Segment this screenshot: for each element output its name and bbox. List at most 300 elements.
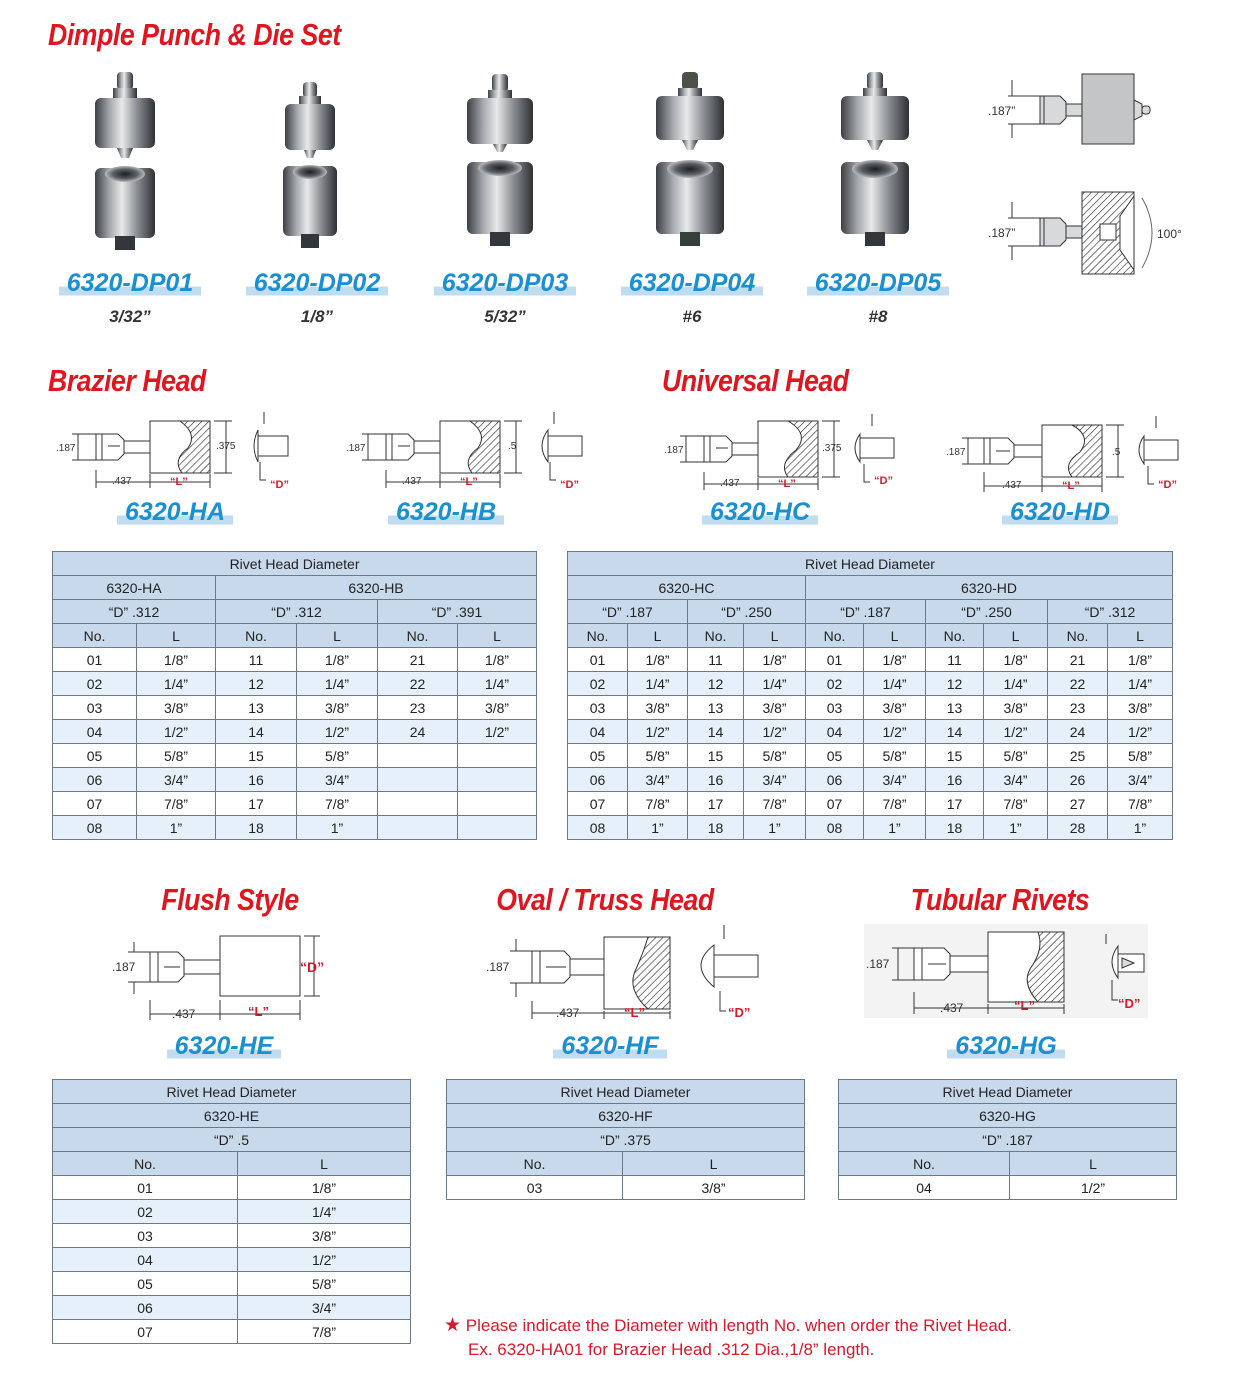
cell-no: 01	[53, 1176, 238, 1200]
table-title: Rivet Head Diameter	[53, 552, 537, 576]
cell-no	[378, 792, 458, 816]
cell-no: 06	[806, 768, 864, 792]
diagram-6320-ha	[52, 408, 312, 498]
cell-length: 1”	[744, 816, 806, 840]
cell-no: 04	[839, 1176, 1010, 1200]
table-row	[53, 1224, 411, 1248]
col-l: L	[864, 624, 926, 648]
col-l: L	[238, 1152, 411, 1176]
cell-no: 01	[53, 648, 137, 672]
cell-no: 12	[926, 672, 984, 696]
part-code: 6320-HD	[1002, 498, 1118, 528]
head-height: .5	[1112, 447, 1121, 458]
cell-no: 02	[568, 672, 628, 696]
part-6320-hb	[346, 498, 546, 528]
cell-no: 01	[806, 648, 864, 672]
cell-no: 11	[926, 648, 984, 672]
tubular-title: Tubular Rivets	[910, 882, 1090, 917]
cell-no: 08	[568, 816, 628, 840]
table-row	[53, 1200, 411, 1224]
diagram-6320-hc	[660, 410, 920, 500]
shank-dia: .187	[486, 960, 510, 974]
cell-length: 5/8”	[744, 744, 806, 768]
cell-no: 16	[216, 768, 297, 792]
cell-length: 3/4”	[628, 768, 688, 792]
rivet-table-ha-hb	[52, 551, 537, 840]
cell-no: 23	[1048, 696, 1108, 720]
table-row	[53, 768, 537, 792]
table-row	[447, 1176, 805, 1200]
cell-no: 27	[1048, 792, 1108, 816]
cell-no: 07	[568, 792, 628, 816]
part-code: 6320-HC	[702, 498, 818, 528]
cell-no: 06	[568, 768, 628, 792]
cell-no: 28	[1048, 816, 1108, 840]
part-size: #8	[868, 307, 888, 326]
part-6320-hf	[510, 1032, 710, 1062]
cell-length: 3/8”	[137, 696, 216, 720]
table-row	[53, 792, 537, 816]
oval-title: Oval / Truss Head	[496, 882, 714, 917]
cell-no: 07	[53, 1320, 238, 1344]
cell-no: 13	[926, 696, 984, 720]
table-row	[53, 816, 537, 840]
cell-no: 13	[688, 696, 744, 720]
cell-length: 3/8”	[238, 1224, 411, 1248]
label-l: “L”	[170, 476, 188, 488]
part-code: 6320-DP01	[59, 269, 201, 299]
cell-length: 1/4”	[137, 672, 216, 696]
dimple-punch-drawing	[1040, 74, 1150, 144]
cell-length: 1/4”	[238, 1200, 411, 1224]
cell-no: 07	[53, 792, 137, 816]
cell-no: 08	[806, 816, 864, 840]
cell-length: 1/4”	[458, 672, 537, 696]
table-row	[568, 792, 1173, 816]
col-no: No.	[447, 1152, 623, 1176]
label-l: “L”	[624, 1005, 645, 1020]
table-row	[53, 720, 537, 744]
cell-no: 14	[216, 720, 297, 744]
cell-length: 3/4”	[1108, 768, 1173, 792]
cell-no	[378, 768, 458, 792]
part-size: 3/32”	[109, 307, 151, 326]
cell-length: 1”	[864, 816, 926, 840]
cell-length: 3/8”	[297, 696, 378, 720]
col-l: L	[744, 624, 806, 648]
cell-length: 1/2”	[1108, 720, 1173, 744]
cell-length: 1/2”	[137, 720, 216, 744]
col-l: L	[628, 624, 688, 648]
cell-no: 06	[53, 768, 137, 792]
cell-no: 02	[53, 672, 137, 696]
group-6320-hd: 6320-HD	[806, 576, 1173, 600]
dimple-dim-bottom: .187”	[988, 226, 1016, 240]
diameter-header: “D” .250	[926, 600, 1048, 624]
table-row	[568, 672, 1173, 696]
cell-length: 7/8”	[1108, 792, 1173, 816]
cell-no: 21	[1048, 648, 1108, 672]
table-row	[53, 648, 537, 672]
table-title: Rivet Head Diameter	[447, 1080, 805, 1104]
cell-no: 17	[926, 792, 984, 816]
col-l: L	[623, 1152, 805, 1176]
cell-length	[458, 792, 537, 816]
cell-length: 5/8”	[238, 1272, 411, 1296]
label-d: “D”	[270, 479, 289, 491]
table-row	[53, 696, 537, 720]
cell-length: 1/8”	[238, 1176, 411, 1200]
part-code: 6320-HE	[167, 1032, 282, 1062]
table-row	[568, 744, 1173, 768]
cell-length: 1/2”	[628, 720, 688, 744]
shank-length: .437	[172, 1007, 196, 1021]
cell-length: 1/2”	[984, 720, 1048, 744]
cell-length: 1/2”	[1010, 1176, 1177, 1200]
table-row	[568, 816, 1173, 840]
dimple-drawings	[980, 70, 1200, 280]
shank-length: .437	[940, 1001, 964, 1015]
cell-no: 07	[806, 792, 864, 816]
part-6320-dp01	[45, 269, 215, 327]
cell-length: 7/8”	[744, 792, 806, 816]
cell-length: 1/4”	[1108, 672, 1173, 696]
col-no: No.	[53, 624, 137, 648]
group-6320-he: 6320-HE	[53, 1104, 411, 1128]
cell-no	[378, 816, 458, 840]
cell-length: 7/8”	[137, 792, 216, 816]
diameter-header: “D” .312	[1048, 600, 1173, 624]
cell-no: 02	[53, 1200, 238, 1224]
cell-length: 1/4”	[744, 672, 806, 696]
cell-no: 03	[53, 696, 137, 720]
col-no: No.	[216, 624, 297, 648]
cell-no: 11	[216, 648, 297, 672]
shank-length: .437	[112, 476, 132, 487]
part-code: 6320-DP04	[621, 269, 763, 299]
table-row	[53, 1248, 411, 1272]
diameter-header: “D” .375	[447, 1128, 805, 1152]
cell-length: 1/8”	[628, 648, 688, 672]
cell-no: 17	[216, 792, 297, 816]
part-code: 6320-HA	[117, 498, 233, 528]
part-6320-hc	[660, 498, 860, 528]
shank-dia: .187	[346, 443, 366, 454]
cell-no: 17	[688, 792, 744, 816]
cell-length: 3/8”	[628, 696, 688, 720]
cell-length: 1/8”	[864, 648, 926, 672]
rivet-table-hf	[446, 1079, 805, 1200]
flush-title: Flush Style	[161, 882, 299, 917]
dimple-dim-top: .187”	[988, 104, 1016, 118]
cell-length: 7/8”	[984, 792, 1048, 816]
col-l: L	[458, 624, 537, 648]
cell-length: 5/8”	[1108, 744, 1173, 768]
cell-length	[458, 816, 537, 840]
cell-no: 12	[216, 672, 297, 696]
table-row	[568, 648, 1173, 672]
table-row	[53, 1320, 411, 1344]
cell-length: 7/8”	[628, 792, 688, 816]
col-l: L	[137, 624, 216, 648]
col-no: No.	[926, 624, 984, 648]
cell-no: 15	[688, 744, 744, 768]
cell-no: 12	[688, 672, 744, 696]
col-no: No.	[53, 1152, 238, 1176]
cell-no: 24	[1048, 720, 1108, 744]
cell-no: 18	[688, 816, 744, 840]
col-no: No.	[568, 624, 628, 648]
diagram-6320-hf	[484, 925, 774, 1025]
cell-length: 3/4”	[984, 768, 1048, 792]
cell-length: 5/8”	[864, 744, 926, 768]
punch-die-photo-5	[841, 72, 909, 246]
part-code: 6320-HB	[388, 498, 504, 528]
diameter-header: “D” .312	[216, 600, 378, 624]
dimple-angle: 100°	[1157, 227, 1182, 241]
group-6320-ha: 6320-HA	[53, 576, 216, 600]
diameter-header: “D” .187	[806, 600, 926, 624]
cell-length: 3/4”	[297, 768, 378, 792]
cell-length: 1/2”	[744, 720, 806, 744]
cell-length: 3/8”	[458, 696, 537, 720]
cell-length: 5/8”	[137, 744, 216, 768]
shank-length: .437	[556, 1006, 580, 1020]
col-no: No.	[839, 1152, 1010, 1176]
star-icon: ★	[444, 1315, 462, 1336]
part-size: 5/32”	[484, 307, 526, 326]
cell-length: 1/2”	[238, 1248, 411, 1272]
cell-no: 03	[447, 1176, 623, 1200]
part-size: 1/8”	[300, 307, 334, 326]
table-row	[53, 672, 537, 696]
cell-length	[458, 768, 537, 792]
cell-no: 11	[688, 648, 744, 672]
group-6320-hb: 6320-HB	[216, 576, 537, 600]
part-code: 6320-HG	[947, 1032, 1064, 1062]
cell-no: 04	[806, 720, 864, 744]
diameter-header: “D” .5	[53, 1128, 411, 1152]
diameter-header: “D” .187	[568, 600, 688, 624]
cell-no: 23	[378, 696, 458, 720]
label-d: “D”	[300, 959, 325, 975]
cell-no: 03	[568, 696, 628, 720]
table-row	[568, 696, 1173, 720]
order-note	[444, 1314, 1012, 1362]
diagram-6320-hg	[862, 922, 1152, 1022]
cell-length: 1/2”	[297, 720, 378, 744]
label-d: “D”	[874, 475, 893, 487]
cell-no: 18	[926, 816, 984, 840]
shank-length: .437	[402, 476, 422, 487]
cell-length: 5/8”	[297, 744, 378, 768]
dimple-die-drawing	[1040, 192, 1152, 274]
cell-length: 1/2”	[864, 720, 926, 744]
cell-length: 1/8”	[137, 648, 216, 672]
label-l: “L”	[1062, 480, 1080, 492]
punch-die-photo-1	[95, 72, 155, 250]
cell-no: 05	[53, 1272, 238, 1296]
label-l: “L”	[248, 1004, 269, 1019]
cell-no: 21	[378, 648, 458, 672]
diameter-header: “D” .187	[839, 1128, 1177, 1152]
part-6320-ha	[75, 498, 275, 528]
cell-length: 1/4”	[628, 672, 688, 696]
part-size: #6	[682, 307, 702, 326]
label-d: “D”	[1158, 479, 1177, 491]
cell-length: 1”	[1108, 816, 1173, 840]
group-6320-hg: 6320-HG	[839, 1104, 1177, 1128]
cell-no: 04	[53, 720, 137, 744]
part-code: 6320-DP03	[434, 269, 576, 299]
cell-length: 1”	[984, 816, 1048, 840]
cell-no: 14	[688, 720, 744, 744]
rivet-table-hc-hd	[567, 551, 1173, 840]
col-l: L	[984, 624, 1048, 648]
col-l: L	[1010, 1152, 1177, 1176]
cell-length: 1/8”	[1108, 648, 1173, 672]
cell-no: 16	[926, 768, 984, 792]
cell-no: 06	[53, 1296, 238, 1320]
part-code: 6320-DP05	[807, 269, 949, 299]
col-no: No.	[1048, 624, 1108, 648]
cell-no: 04	[53, 1248, 238, 1272]
cell-no: 04	[568, 720, 628, 744]
col-l: L	[1108, 624, 1173, 648]
cell-length: 1/8”	[744, 648, 806, 672]
part-6320-dp03	[420, 269, 590, 327]
cell-length: 1”	[137, 816, 216, 840]
cell-no: 03	[806, 696, 864, 720]
cell-length: 1/4”	[297, 672, 378, 696]
punch-die-photo-2	[283, 82, 337, 248]
cell-no: 03	[53, 1224, 238, 1248]
table-row	[568, 768, 1173, 792]
table-row	[568, 720, 1173, 744]
group-6320-hc: 6320-HC	[568, 576, 806, 600]
cell-length: 1/4”	[984, 672, 1048, 696]
shank-length: .437	[720, 478, 740, 489]
cell-length: 3/4”	[864, 768, 926, 792]
cell-length: 3/4”	[744, 768, 806, 792]
diameter-header: “D” .391	[378, 600, 537, 624]
cell-no: 18	[216, 816, 297, 840]
shank-length: .437	[1002, 480, 1022, 491]
cell-length: 5/8”	[984, 744, 1048, 768]
cell-no: 08	[53, 816, 137, 840]
cell-no: 22	[378, 672, 458, 696]
cell-no: 25	[1048, 744, 1108, 768]
label-l: “L”	[460, 476, 478, 488]
label-d: “D”	[728, 1005, 751, 1020]
cell-no: 15	[216, 744, 297, 768]
col-no: No.	[378, 624, 458, 648]
note-line-1: Please indicate the Diameter with length No. when order the Rivet Head.	[465, 1316, 1012, 1335]
part-code: 6320-HF	[553, 1032, 666, 1062]
cell-no: 13	[216, 696, 297, 720]
cell-length: 1”	[628, 816, 688, 840]
cell-length: 3/4”	[137, 768, 216, 792]
head-height: .5	[508, 441, 517, 452]
cell-no	[378, 744, 458, 768]
group-6320-hf: 6320-HF	[447, 1104, 805, 1128]
table-row	[53, 744, 537, 768]
diameter-header: “D” .312	[53, 600, 216, 624]
diagram-6320-he	[108, 930, 358, 1025]
shank-dia: .187	[664, 445, 684, 456]
head-height: .375	[822, 443, 842, 454]
diagram-6320-hd	[944, 410, 1204, 500]
cell-no: 01	[568, 648, 628, 672]
cell-no: 24	[378, 720, 458, 744]
cell-length: 7/8”	[238, 1320, 411, 1344]
part-6320-he	[124, 1032, 324, 1062]
label-d: “D”	[560, 479, 579, 491]
punch-die-photos	[60, 70, 960, 260]
cell-length: 5/8”	[628, 744, 688, 768]
label-d: “D”	[1118, 996, 1141, 1011]
cell-length: 1/2”	[458, 720, 537, 744]
cell-length: 7/8”	[864, 792, 926, 816]
shank-dia: .187	[866, 957, 890, 971]
part-code: 6320-DP02	[246, 269, 388, 299]
cell-no: 26	[1048, 768, 1108, 792]
shank-dia: .187	[946, 447, 966, 458]
cell-length: 3/8”	[623, 1176, 805, 1200]
col-l: L	[297, 624, 378, 648]
col-no: No.	[688, 624, 744, 648]
cell-no: 14	[926, 720, 984, 744]
dimple-title: Dimple Punch & Die Set	[48, 17, 341, 52]
cell-no: 02	[806, 672, 864, 696]
diagram-6320-hb	[342, 408, 602, 498]
rivet-table-he	[52, 1079, 411, 1344]
shank-dia: .187	[56, 443, 76, 454]
cell-no: 16	[688, 768, 744, 792]
cell-length: 1/8”	[297, 648, 378, 672]
table-title: Rivet Head Diameter	[839, 1080, 1177, 1104]
part-6320-dp02	[232, 269, 402, 327]
brazier-title: Brazier Head	[48, 363, 206, 398]
cell-no: 15	[926, 744, 984, 768]
table-row	[53, 1272, 411, 1296]
part-6320-hg	[906, 1032, 1106, 1062]
part-6320-dp04	[607, 269, 777, 327]
table-title: Rivet Head Diameter	[568, 552, 1173, 576]
col-no: No.	[806, 624, 864, 648]
cell-length: 1/8”	[458, 648, 537, 672]
punch-die-photo-4	[656, 72, 724, 246]
cell-length	[458, 744, 537, 768]
table-title: Rivet Head Diameter	[53, 1080, 411, 1104]
head-height: .375	[216, 441, 236, 452]
cell-length: 3/4”	[238, 1296, 411, 1320]
cell-length: 3/8”	[984, 696, 1048, 720]
cell-length: 1/4”	[864, 672, 926, 696]
part-6320-dp05	[793, 269, 963, 327]
cell-length: 7/8”	[297, 792, 378, 816]
cell-no: 05	[53, 744, 137, 768]
label-l: “L”	[1014, 998, 1035, 1013]
rivet-table-hg	[838, 1079, 1177, 1200]
cell-no: 22	[1048, 672, 1108, 696]
note-line-2: Ex. 6320-HA01 for Brazier Head .312 Dia.,1/8” length.	[468, 1340, 875, 1359]
universal-title: Universal Head	[662, 363, 849, 398]
cell-length: 3/8”	[864, 696, 926, 720]
cell-length: 3/8”	[1108, 696, 1173, 720]
label-l: “L”	[778, 478, 796, 490]
part-6320-hd	[960, 498, 1160, 528]
